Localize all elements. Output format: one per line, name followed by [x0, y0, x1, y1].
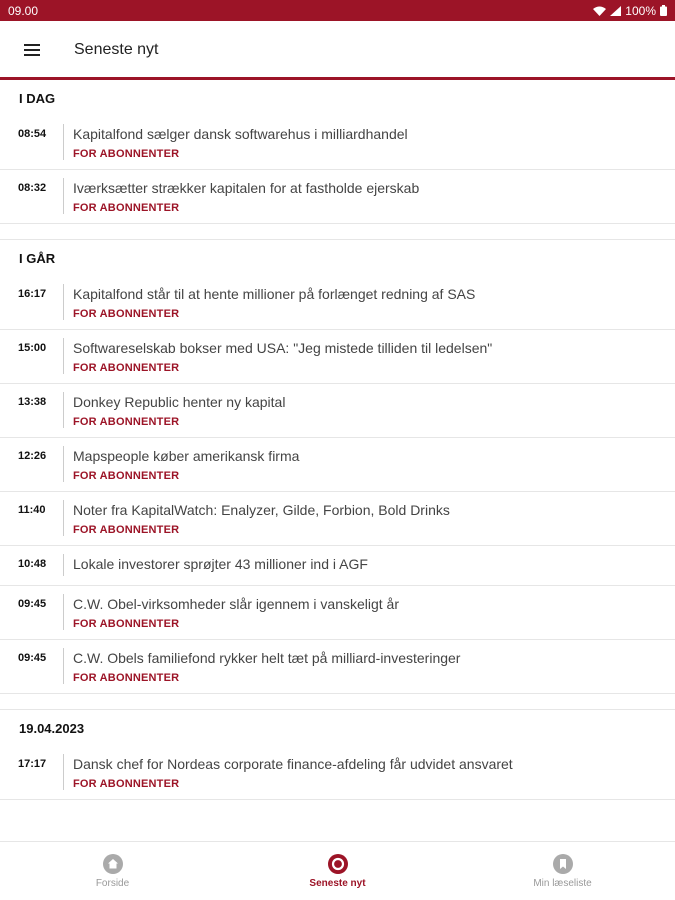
nav-label: Seneste nyt	[309, 877, 366, 889]
latest-news-icon	[328, 854, 348, 874]
subscriber-badge: FOR ABONNENTER	[73, 308, 180, 320]
section-header: I GÅR	[19, 250, 56, 266]
app-bar	[0, 21, 675, 79]
article-time: 08:54	[18, 128, 47, 140]
hamburger-menu-icon	[24, 41, 40, 59]
article-item[interactable]	[0, 640, 675, 694]
article-time: 12:26	[18, 450, 47, 462]
article-headline[interactable]: Kapitalfond står til at hente millioner på forlænget redning af SAS	[73, 286, 476, 302]
section-header: 19.04.2023	[19, 720, 85, 736]
status-time: 09.00	[8, 3, 39, 18]
article-time: 09:45	[18, 598, 47, 610]
article-time: 10:48	[18, 558, 47, 570]
article-item[interactable]	[0, 546, 675, 586]
subscriber-badge: FOR ABONNENTER	[73, 524, 180, 536]
article-item[interactable]	[0, 586, 675, 640]
article-content	[63, 124, 675, 160]
article-time: 16:17	[18, 288, 47, 300]
article-item[interactable]	[0, 438, 675, 492]
battery-icon	[660, 5, 667, 16]
subscriber-badge: FOR ABONNENTER	[73, 672, 180, 684]
article-headline[interactable]: Noter fra KapitalWatch: Enalyzer, Gilde, Forbion, Bold Drinks	[73, 502, 450, 518]
article-item[interactable]	[0, 276, 675, 330]
article-content	[63, 594, 675, 630]
bookmark-icon	[553, 854, 573, 874]
subscriber-badge: FOR ABONNENTER	[73, 362, 180, 374]
wifi-icon	[593, 6, 606, 16]
article-time: 08:32	[18, 182, 47, 194]
article-headline[interactable]: C.W. Obels familiefond rykker helt tæt på milliard-investeringer	[73, 650, 461, 666]
article-content	[63, 178, 675, 214]
section-spacer	[0, 694, 675, 710]
article-content	[63, 648, 675, 684]
article-content	[63, 500, 675, 536]
menu-button[interactable]	[0, 21, 64, 79]
article-item[interactable]	[0, 492, 675, 546]
article-item[interactable]	[0, 384, 675, 438]
article-time: 17:17	[18, 758, 47, 770]
article-time: 11:40	[18, 504, 46, 516]
article-item[interactable]	[0, 116, 675, 170]
article-time: 09:45	[18, 652, 47, 664]
status-bar	[0, 0, 675, 21]
article-headline[interactable]: Kapitalfond sælger dansk softwarehus i milliardhandel	[73, 126, 408, 142]
article-headline[interactable]: Mapspeople køber amerikansk firma	[73, 448, 300, 464]
article-content	[63, 446, 675, 482]
nav-item-bookmark[interactable]	[450, 842, 675, 900]
subscriber-badge: FOR ABONNENTER	[73, 618, 180, 630]
battery-percentage: 100%	[625, 3, 656, 18]
article-content	[63, 392, 675, 428]
article-content	[63, 338, 675, 374]
subscriber-badge: FOR ABONNENTER	[73, 202, 180, 214]
signal-icon	[610, 6, 621, 16]
status-icons	[593, 4, 667, 18]
nav-item-latest-news[interactable]	[225, 842, 450, 900]
subscriber-badge: FOR ABONNENTER	[73, 416, 180, 428]
section-header: I DAG	[19, 90, 56, 106]
article-item[interactable]	[0, 330, 675, 384]
subscriber-badge: FOR ABONNENTER	[73, 470, 180, 482]
article-headline[interactable]: Iværksætter strækker kapitalen for at fastholde ejerskab	[73, 180, 420, 196]
article-content	[63, 754, 675, 790]
article-time: 13:38	[18, 396, 47, 408]
article-headline[interactable]: Softwareselskab bokser med USA: "Jeg mistede tilliden til ledelsen"	[73, 340, 493, 356]
section-spacer	[0, 224, 675, 240]
article-time: 15:00	[18, 342, 47, 354]
article-headline[interactable]: Dansk chef for Nordeas corporate finance-afdeling får udvidet ansvaret	[73, 756, 513, 772]
bottom-navigation	[0, 841, 675, 900]
article-headline[interactable]: Donkey Republic henter ny kapital	[73, 394, 286, 410]
subscriber-badge: FOR ABONNENTER	[73, 778, 180, 790]
news-feed[interactable]	[0, 80, 675, 841]
article-item[interactable]	[0, 746, 675, 800]
article-item[interactable]	[0, 170, 675, 224]
nav-item-home[interactable]	[0, 842, 225, 900]
home-icon	[103, 854, 123, 874]
article-content	[63, 554, 675, 576]
page-title: Seneste nyt	[74, 41, 159, 58]
nav-label: Forside	[95, 877, 130, 889]
nav-label: Min læseliste	[533, 877, 592, 889]
article-content	[63, 284, 675, 320]
article-headline[interactable]: Lokale investorer sprøjter 43 millioner ind i AGF	[73, 556, 368, 572]
article-headline[interactable]: C.W. Obel-virksomheder slår igennem i vanskeligt år	[73, 596, 400, 612]
subscriber-badge: FOR ABONNENTER	[73, 148, 180, 160]
